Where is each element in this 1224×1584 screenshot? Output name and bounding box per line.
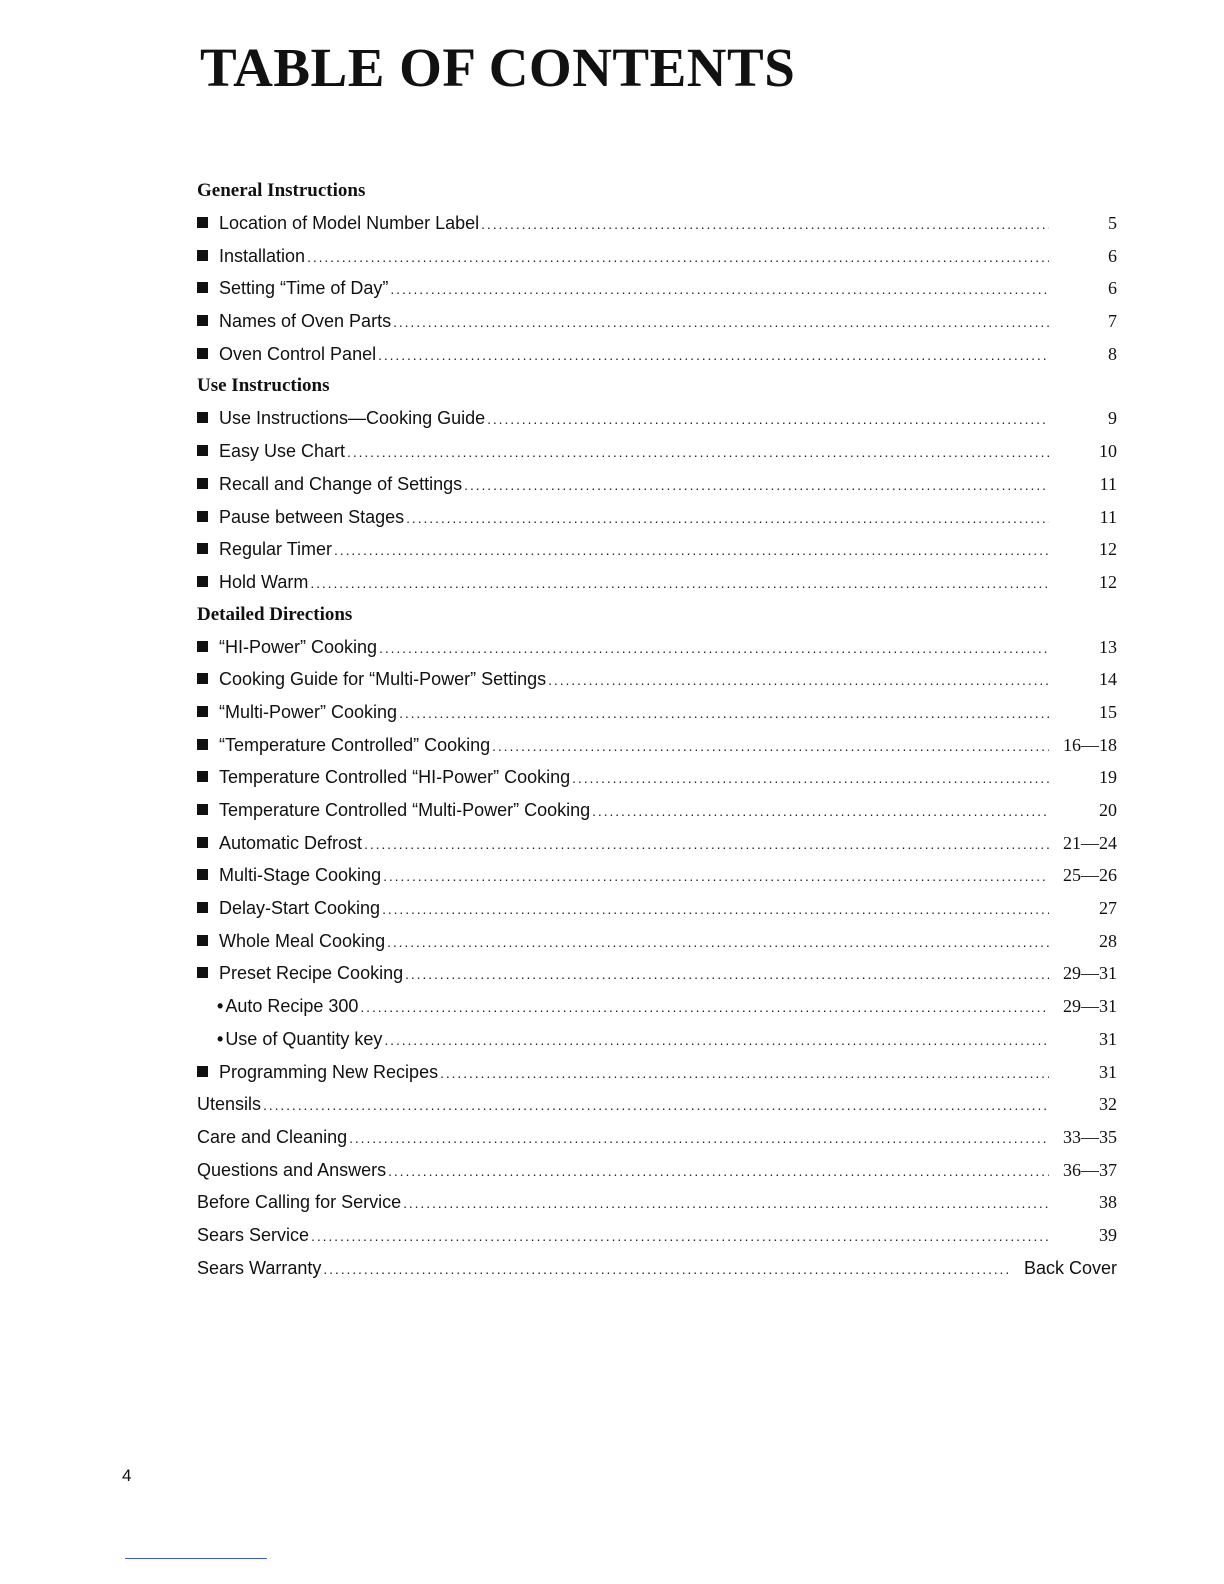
toc-entry-label: Preset Recipe Cooking bbox=[219, 963, 404, 984]
toc-entry-label: Setting “Time of Day” bbox=[219, 278, 389, 299]
toc-entry[interactable] bbox=[197, 696, 1117, 729]
toc-entry[interactable] bbox=[197, 663, 1117, 696]
toc-entry[interactable] bbox=[197, 990, 1117, 1023]
toc-entry-label: Auto Recipe 300 bbox=[225, 996, 359, 1017]
square-bullet-icon bbox=[197, 902, 208, 913]
toc-entry-page: 36—37 bbox=[1063, 1159, 1117, 1180]
dot-leader bbox=[379, 632, 1049, 665]
toc-entry[interactable] bbox=[197, 207, 1117, 240]
toc-entry-label: Automatic Defrost bbox=[219, 832, 363, 853]
toc-entry[interactable] bbox=[197, 892, 1117, 925]
dot-leader bbox=[310, 567, 1049, 600]
toc-entry[interactable] bbox=[197, 1252, 1117, 1285]
toc-entry[interactable] bbox=[197, 925, 1117, 958]
toc-entry-label: Care and Cleaning bbox=[197, 1126, 348, 1147]
toc-entry-label: “Multi-Power” Cooking bbox=[219, 701, 398, 722]
section-heading: Use Instructions bbox=[197, 375, 330, 397]
square-bullet-icon bbox=[197, 837, 208, 848]
toc-entry[interactable] bbox=[197, 1056, 1117, 1089]
dot-leader bbox=[405, 958, 1049, 991]
square-bullet-icon bbox=[197, 673, 208, 684]
toc-entry-label: Whole Meal Cooking bbox=[219, 930, 386, 951]
toc-entry-label: Use of Quantity key bbox=[225, 1028, 383, 1049]
toc-entry[interactable] bbox=[197, 761, 1117, 794]
toc-entry[interactable] bbox=[197, 729, 1117, 762]
section-heading: Detailed Directions bbox=[197, 603, 353, 625]
toc-entry[interactable] bbox=[197, 566, 1117, 599]
dot-leader bbox=[383, 860, 1049, 893]
dot-bullet-icon: • bbox=[217, 996, 224, 1017]
toc-entry[interactable] bbox=[197, 1186, 1117, 1219]
toc-entry-page: 21—24 bbox=[1063, 832, 1117, 853]
toc-entry-label: Sears Service bbox=[197, 1224, 310, 1245]
square-bullet-icon bbox=[197, 935, 208, 946]
toc-entry-page: 6 bbox=[1108, 245, 1117, 266]
toc-entry-label: Easy Use Chart bbox=[219, 441, 346, 462]
square-bullet-icon bbox=[197, 445, 208, 456]
dot-leader bbox=[399, 697, 1049, 730]
square-bullet-icon bbox=[197, 641, 208, 652]
toc-entry-page: 28 bbox=[1099, 930, 1117, 951]
dot-leader bbox=[403, 1187, 1049, 1220]
dot-leader bbox=[440, 1057, 1049, 1090]
square-bullet-icon bbox=[197, 315, 208, 326]
square-bullet-icon bbox=[197, 771, 208, 782]
toc-entry[interactable] bbox=[197, 468, 1117, 501]
dot-bullet-icon: • bbox=[217, 1028, 224, 1049]
toc-entry-label: Temperature Controlled “Multi-Power” Cooking bbox=[219, 800, 591, 820]
square-bullet-icon bbox=[197, 478, 208, 489]
square-bullet-icon bbox=[197, 967, 208, 978]
dot-leader bbox=[393, 306, 1049, 339]
square-bullet-icon bbox=[197, 348, 208, 359]
toc-entry-label: Programming New Recipes bbox=[219, 1061, 439, 1082]
toc-entry[interactable] bbox=[197, 794, 1117, 827]
toc-entry[interactable] bbox=[197, 402, 1117, 435]
dot-leader bbox=[349, 1122, 1049, 1155]
toc-entry[interactable] bbox=[197, 1219, 1117, 1252]
square-bullet-icon bbox=[197, 250, 208, 261]
toc-entry-page: 19 bbox=[1099, 767, 1117, 788]
dot-leader bbox=[388, 1155, 1049, 1188]
toc-entry-label: Cooking Guide for “Multi-Power” Settings bbox=[219, 669, 547, 690]
toc-entry-page: 15 bbox=[1099, 701, 1117, 722]
toc-entry-page: 10 bbox=[1099, 441, 1117, 462]
square-bullet-icon bbox=[197, 869, 208, 880]
toc-entry-page: 27 bbox=[1099, 898, 1117, 919]
dot-leader bbox=[323, 1253, 1009, 1286]
toc-entry[interactable] bbox=[197, 435, 1117, 468]
square-bullet-icon bbox=[197, 217, 208, 228]
square-bullet-icon bbox=[197, 511, 208, 522]
dot-leader bbox=[464, 469, 1049, 502]
toc-entry-label: Delay-Start Cooking bbox=[219, 898, 381, 919]
toc-entry-label: Multi-Stage Cooking bbox=[219, 865, 382, 886]
toc-entry[interactable] bbox=[197, 631, 1117, 664]
section-heading: General Instructions bbox=[197, 180, 366, 201]
dot-leader bbox=[347, 436, 1049, 469]
dot-leader bbox=[390, 273, 1049, 306]
toc-entry[interactable] bbox=[197, 533, 1117, 566]
dot-leader bbox=[387, 926, 1049, 959]
dot-leader bbox=[548, 664, 1049, 697]
toc-entry-page: 13 bbox=[1099, 636, 1117, 657]
table-of-contents bbox=[197, 175, 1117, 1284]
dot-leader bbox=[492, 730, 1049, 763]
dot-leader bbox=[307, 241, 1049, 274]
bottom-rule bbox=[125, 1558, 267, 1559]
toc-entry-label: Questions and Answers bbox=[197, 1159, 387, 1180]
toc-entry[interactable] bbox=[197, 240, 1117, 273]
page-title: TABLE OF CONTENTS bbox=[200, 37, 796, 98]
dot-leader bbox=[378, 339, 1049, 372]
toc-entry-page: 38 bbox=[1099, 1192, 1117, 1213]
dot-leader bbox=[592, 795, 1049, 828]
dot-leader bbox=[311, 1220, 1049, 1253]
toc-entry-page: 14 bbox=[1099, 669, 1117, 690]
toc-entry-page: 11 bbox=[1099, 473, 1117, 494]
square-bullet-icon bbox=[197, 739, 208, 750]
toc-entry-label: “Temperature Controlled” Cooking bbox=[219, 734, 491, 755]
toc-entry-label: Recall and Change of Settings bbox=[219, 473, 463, 494]
toc-entry[interactable] bbox=[197, 1154, 1117, 1187]
toc-entry[interactable] bbox=[197, 338, 1117, 371]
toc-entry-label: Location of Model Number Label bbox=[219, 213, 480, 233]
toc-entry-page: 16—18 bbox=[1063, 734, 1117, 755]
toc-entry[interactable] bbox=[197, 1121, 1117, 1154]
toc-entry-page: 33—35 bbox=[1063, 1126, 1117, 1147]
toc-entry-page: Back Cover bbox=[1023, 1257, 1117, 1278]
toc-entry[interactable] bbox=[197, 1088, 1117, 1121]
toc-entry-label: Regular Timer bbox=[219, 539, 333, 560]
toc-entry-page: 39 bbox=[1099, 1224, 1117, 1245]
square-bullet-icon bbox=[197, 706, 208, 717]
toc-entry-label: Temperature Controlled “HI-Power” Cooking bbox=[219, 767, 571, 788]
toc-entry-page: 6 bbox=[1108, 278, 1117, 299]
toc-entry[interactable] bbox=[197, 957, 1117, 990]
toc-entry-label: Sears Warranty bbox=[197, 1257, 322, 1278]
dot-leader bbox=[572, 762, 1049, 795]
toc-entry-label: Hold Warm bbox=[219, 571, 309, 592]
toc-entry-page: 8 bbox=[1108, 343, 1117, 364]
toc-entry-page: 31 bbox=[1099, 1028, 1117, 1049]
square-bullet-icon bbox=[197, 576, 208, 587]
toc-entry-page: 5 bbox=[1108, 213, 1117, 233]
toc-entry-label: Names of Oven Parts bbox=[219, 311, 392, 332]
square-bullet-icon bbox=[197, 543, 208, 554]
toc-entry-label: Oven Control Panel bbox=[219, 343, 377, 364]
square-bullet-icon bbox=[197, 804, 208, 815]
toc-entry-label: Installation bbox=[219, 245, 306, 266]
toc-entry[interactable] bbox=[197, 272, 1117, 305]
toc-entry-label: Utensils bbox=[197, 1094, 262, 1115]
toc-entry-page: 7 bbox=[1108, 311, 1117, 332]
dot-leader bbox=[487, 403, 1049, 436]
toc-entry-page: 32 bbox=[1099, 1094, 1117, 1115]
dot-leader bbox=[384, 1024, 1049, 1057]
square-bullet-icon bbox=[197, 412, 208, 423]
toc-entry-label: Use Instructions—Cooking Guide bbox=[219, 408, 486, 429]
toc-entry-page: 20 bbox=[1099, 800, 1117, 820]
toc-entry-page: 11 bbox=[1099, 506, 1117, 527]
toc-entry[interactable] bbox=[197, 859, 1117, 892]
toc-entry-page: 12 bbox=[1099, 571, 1117, 592]
dot-leader bbox=[364, 828, 1049, 861]
dot-leader bbox=[406, 502, 1049, 535]
square-bullet-icon bbox=[197, 282, 208, 293]
square-bullet-icon bbox=[197, 1066, 208, 1077]
toc-entry-page: 29—31 bbox=[1063, 963, 1117, 984]
toc-entry[interactable] bbox=[197, 305, 1117, 338]
toc-entry-label: Before Calling for Service bbox=[197, 1192, 402, 1213]
toc-entry-page: 31 bbox=[1099, 1061, 1117, 1082]
dot-leader bbox=[481, 208, 1049, 241]
toc-entry-label: Pause between Stages bbox=[219, 506, 405, 527]
dot-leader bbox=[360, 991, 1049, 1024]
toc-entry-page: 12 bbox=[1099, 539, 1117, 560]
dot-leader bbox=[263, 1089, 1049, 1122]
toc-entry-page: 29—31 bbox=[1063, 996, 1117, 1017]
toc-entry-page: 25—26 bbox=[1063, 865, 1117, 886]
page-number: 4 bbox=[122, 1466, 132, 1485]
toc-entry-label: “HI-Power” Cooking bbox=[219, 636, 378, 657]
dot-leader bbox=[334, 534, 1049, 567]
toc-entry[interactable] bbox=[197, 501, 1117, 534]
dot-leader bbox=[382, 893, 1049, 926]
toc-entry-page: 9 bbox=[1108, 408, 1117, 429]
toc-entry[interactable] bbox=[197, 827, 1117, 860]
toc-entry[interactable] bbox=[197, 1023, 1117, 1056]
